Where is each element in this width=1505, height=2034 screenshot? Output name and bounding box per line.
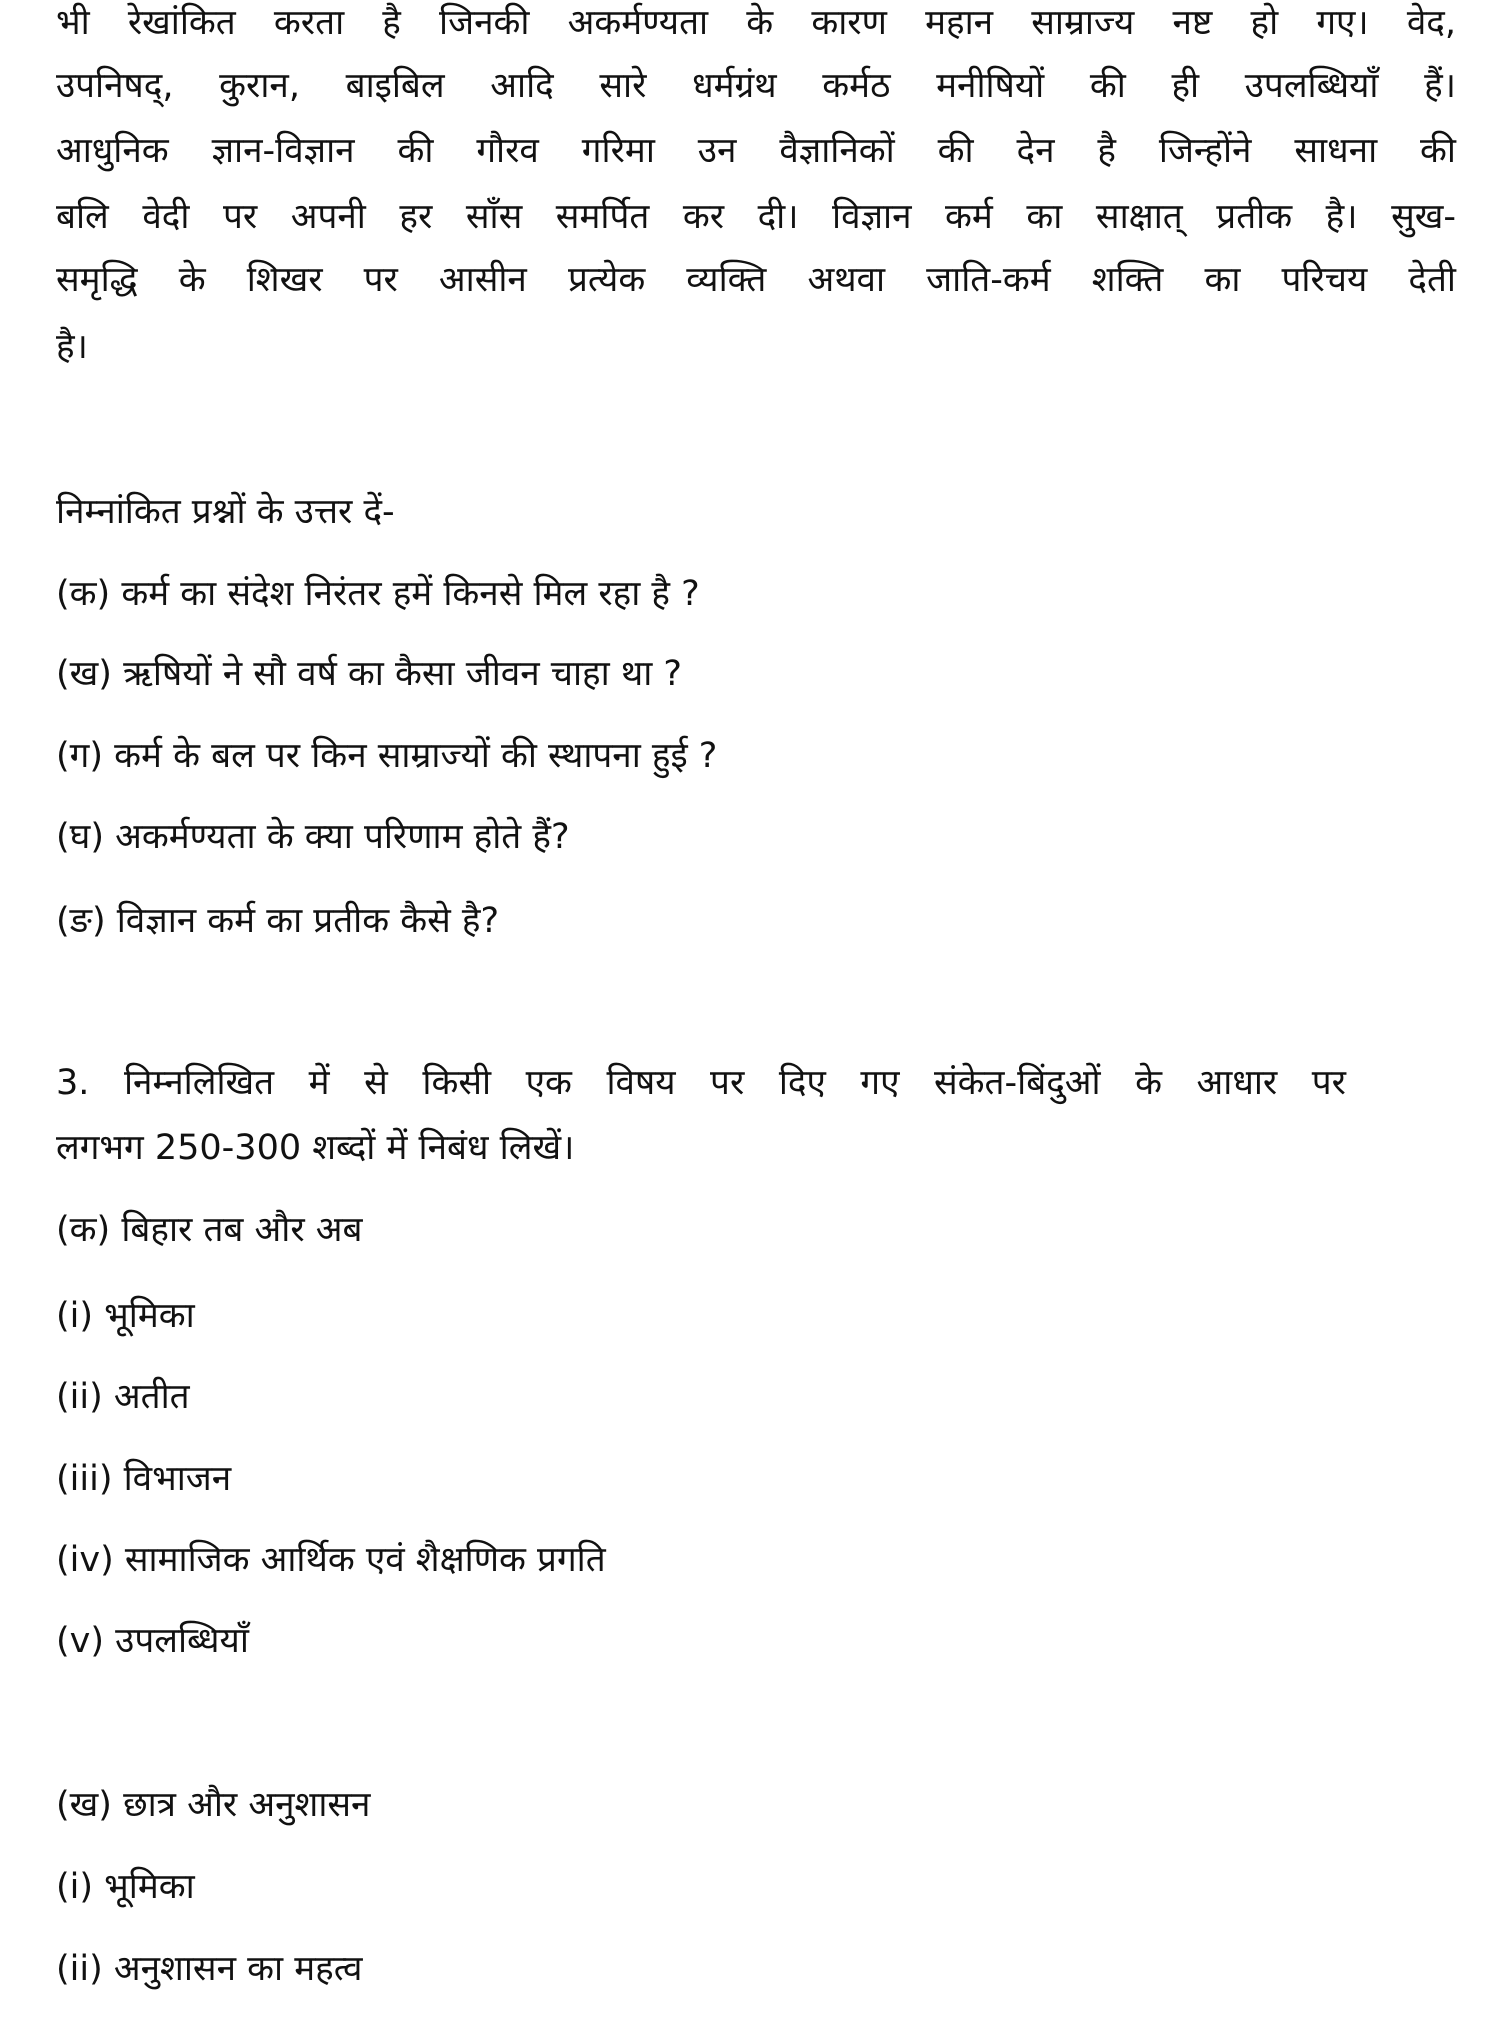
questions-instruction: निम्नांकित प्रश्नों के उत्तर दें- — [56, 492, 395, 532]
question-item: (ङ) विज्ञान कर्म का प्रतीक कैसे है? — [56, 901, 500, 941]
question-item: (क) कर्म का संदेश निरंतर हमें किनसे मिल रहा है ? — [56, 574, 700, 614]
essay-point: (iv) सामाजिक आर्थिक एवं शैक्षणिक प्रगति — [56, 1540, 606, 1580]
passage-line: भी रेखांकित करता है जिनकी अकर्मण्यता के कारण महान साम्राज्य नष्ट हो गए। वेद, — [56, 3, 1456, 43]
essay-topic-title: (क) बिहार तब और अब — [56, 1210, 363, 1250]
passage-line: समृद्धि के शिखर पर आसीन प्रत्येक व्यक्ति अथवा जाति-कर्म शक्ति का परिचय देती — [56, 260, 1456, 300]
essay-prompt: 3. निम्नलिखित में से किसी एक विषय पर दिए गए संकेत-बिंदुओं के आधार पर — [56, 1063, 1346, 1103]
essay-point: (ii) अनुशासन का महत्व — [56, 1949, 363, 1989]
question-item: (ख) ऋषियों ने सौ वर्ष का कैसा जीवन चाहा था ? — [56, 654, 682, 694]
passage-line: आधुनिक ज्ञान-विज्ञान की गौरव गरिमा उन वैज्ञानिकों की देन है जिन्होंने साधना की — [56, 131, 1456, 171]
essay-point: (iii) विभाजन — [56, 1459, 232, 1499]
essay-prompt: लगभग 250-300 शब्दों में निबंध लिखें। — [56, 1128, 575, 1168]
passage-line: है। — [56, 327, 88, 367]
passage-line: बलि वेदी पर अपनी हर साँस समर्पित कर दी। विज्ञान कर्म का साक्षात् प्रतीक है। सुख- — [56, 197, 1456, 237]
essay-point: (ii) अतीत — [56, 1377, 190, 1417]
passage-line: उपनिषद्, कुरान, बाइबिल आदि सारे धर्मग्रंथ कर्मठ मनीषियों की ही उपलब्धियाँ हैं। — [56, 66, 1456, 106]
question-item: (ग) कर्म के बल पर किन साम्राज्यों की स्थापना हुई ? — [56, 736, 718, 776]
essay-topic-title: (ख) छात्र और अनुशासन — [56, 1785, 371, 1825]
essay-point: (v) उपलब्धियाँ — [56, 1621, 249, 1661]
essay-point: (i) भूमिका — [56, 1867, 195, 1907]
essay-point: (i) भूमिका — [56, 1296, 195, 1336]
question-item: (घ) अकर्मण्यता के क्या परिणाम होते हैं? — [56, 817, 570, 857]
